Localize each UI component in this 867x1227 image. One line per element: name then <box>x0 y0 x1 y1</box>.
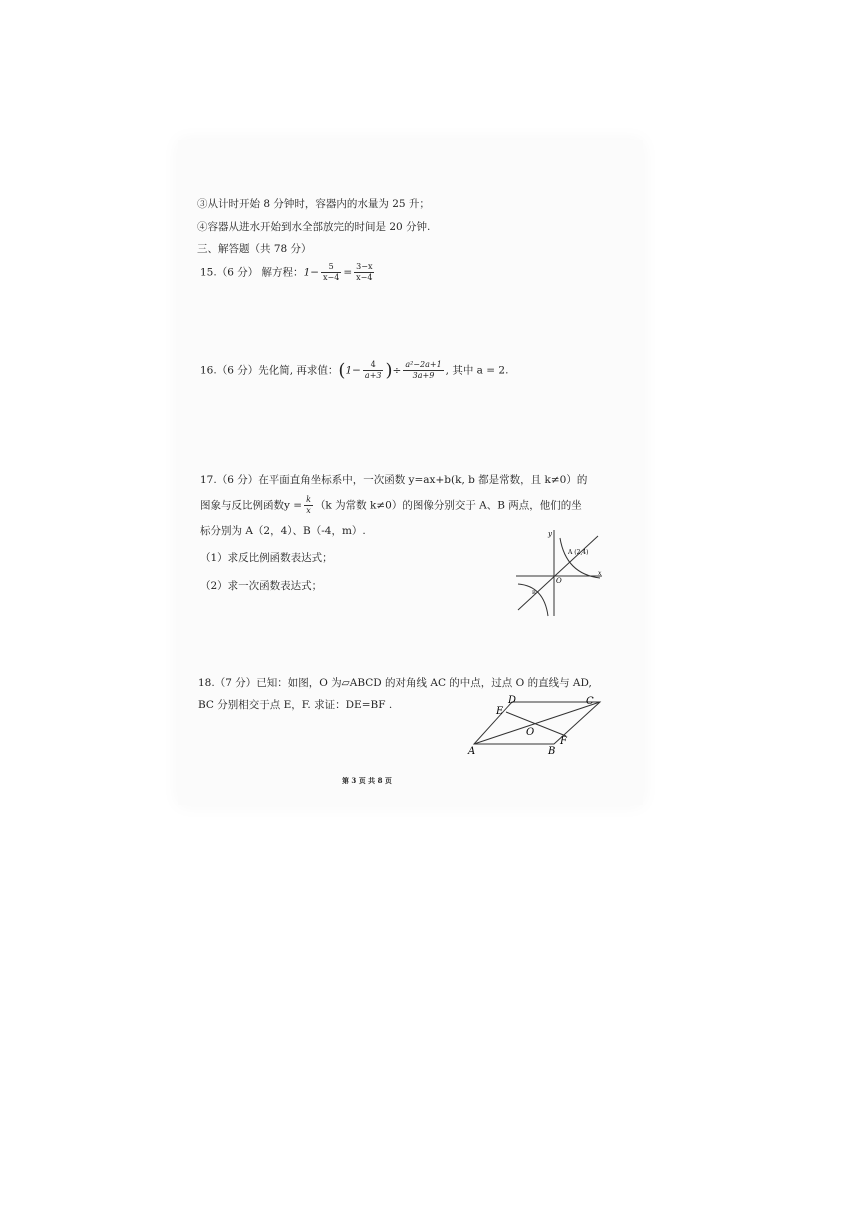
x-axis-label: x <box>598 570 602 577</box>
vertex-c-label: C <box>586 696 594 707</box>
q15-frac2-num: 3−x <box>356 262 373 271</box>
q17-line-2 <box>200 495 582 516</box>
q15-equals: = <box>343 266 353 279</box>
item-4: ④容器从进水开始到水全部放完的时间是 20 分钟. <box>197 221 431 233</box>
vertex-a-label: A <box>468 746 476 757</box>
q16-lead: 1− <box>345 364 361 377</box>
q17-frac-den: x <box>306 506 311 515</box>
q18-line-2: BC 分别相交于点 E，F. 求证：DE=BF . <box>198 699 393 711</box>
q16-frac2-den: 3a+9 <box>412 371 435 380</box>
hyperbola-branch-left <box>518 584 548 616</box>
page-footer: 第 3 页 共 8 页 <box>342 776 392 785</box>
q15-frac2-den: x−4 <box>356 273 373 282</box>
q16-frac2-num: a²−2a+1 <box>405 360 442 369</box>
point-a-label: A (2,4) <box>568 549 589 556</box>
q16-frac1-den: a+3 <box>364 371 382 380</box>
q15-lead: 1− <box>303 266 320 279</box>
q17-line-2b: （k 为常数 k≠0）的图像分别交于 A、B 两点，他们的坐 <box>314 499 582 512</box>
q17-line-3: 标分别为 A（2，4）、B（-4，m）. <box>200 525 366 537</box>
q15-fraction-1 <box>321 262 341 283</box>
q16-fraction-2 <box>403 360 443 381</box>
q15-frac1-den: x−4 <box>323 273 340 282</box>
point-b-label: B <box>532 590 536 596</box>
q15-frac1-num: 5 <box>321 262 341 273</box>
q18-line-1: 18.（7 分）已知：如图，O 为▱ABCD 的对角线 AC 的中点，过点 O 的直线与 AD, <box>198 677 592 689</box>
q16-frac1-num: 4 <box>363 360 384 371</box>
q15-fraction-2 <box>354 262 374 283</box>
q15-prefix: 15.（6 分） 解方程： <box>200 266 304 279</box>
point-e-label: E <box>496 706 504 717</box>
point-f-label: F <box>560 736 567 747</box>
midpoint-o-label: O <box>526 727 535 738</box>
origin-label: O <box>556 577 562 585</box>
q16-prefix: 16.（6 分）先化简, 再求值： <box>200 364 339 377</box>
q17-frac-num: k <box>306 495 311 504</box>
parallelogram-figure <box>462 692 612 758</box>
vertex-b-label: B <box>548 746 556 757</box>
vertex-d-label: D <box>508 695 517 706</box>
q16-fraction-1 <box>363 360 384 381</box>
q17-sub-2: （2）求一次函数表达式； <box>200 580 323 592</box>
q16-divide: ÷ <box>392 364 402 377</box>
section-3-heading: 三、解答题（共 78 分） <box>197 243 312 255</box>
q17-line-2a: 图象与反比例函数y = <box>200 499 303 512</box>
item-3: ③从计时开始 8 分钟时，容器内的水量为 25 升； <box>197 198 430 210</box>
q16-right-paren: ) <box>385 360 393 381</box>
line-ef <box>506 712 566 736</box>
hyperbola-branch-right <box>560 538 600 578</box>
linear-function-line <box>518 536 598 610</box>
question-16 <box>200 360 508 381</box>
q16-left-paren: ( <box>338 360 346 381</box>
y-axis-label: y <box>548 530 552 538</box>
q17-function-graph <box>510 526 610 618</box>
q17-fraction <box>304 495 313 516</box>
q17-line-1: 17.（6 分）在平面直角坐标系中，一次函数 y=ax+b(k, b 都是常数，且 k≠0）的 <box>200 474 588 486</box>
q16-suffix: , 其中 a = 2. <box>445 364 509 377</box>
q17-sub-1: （1）求反比例函数表达式； <box>200 552 333 564</box>
question-15 <box>200 262 376 283</box>
